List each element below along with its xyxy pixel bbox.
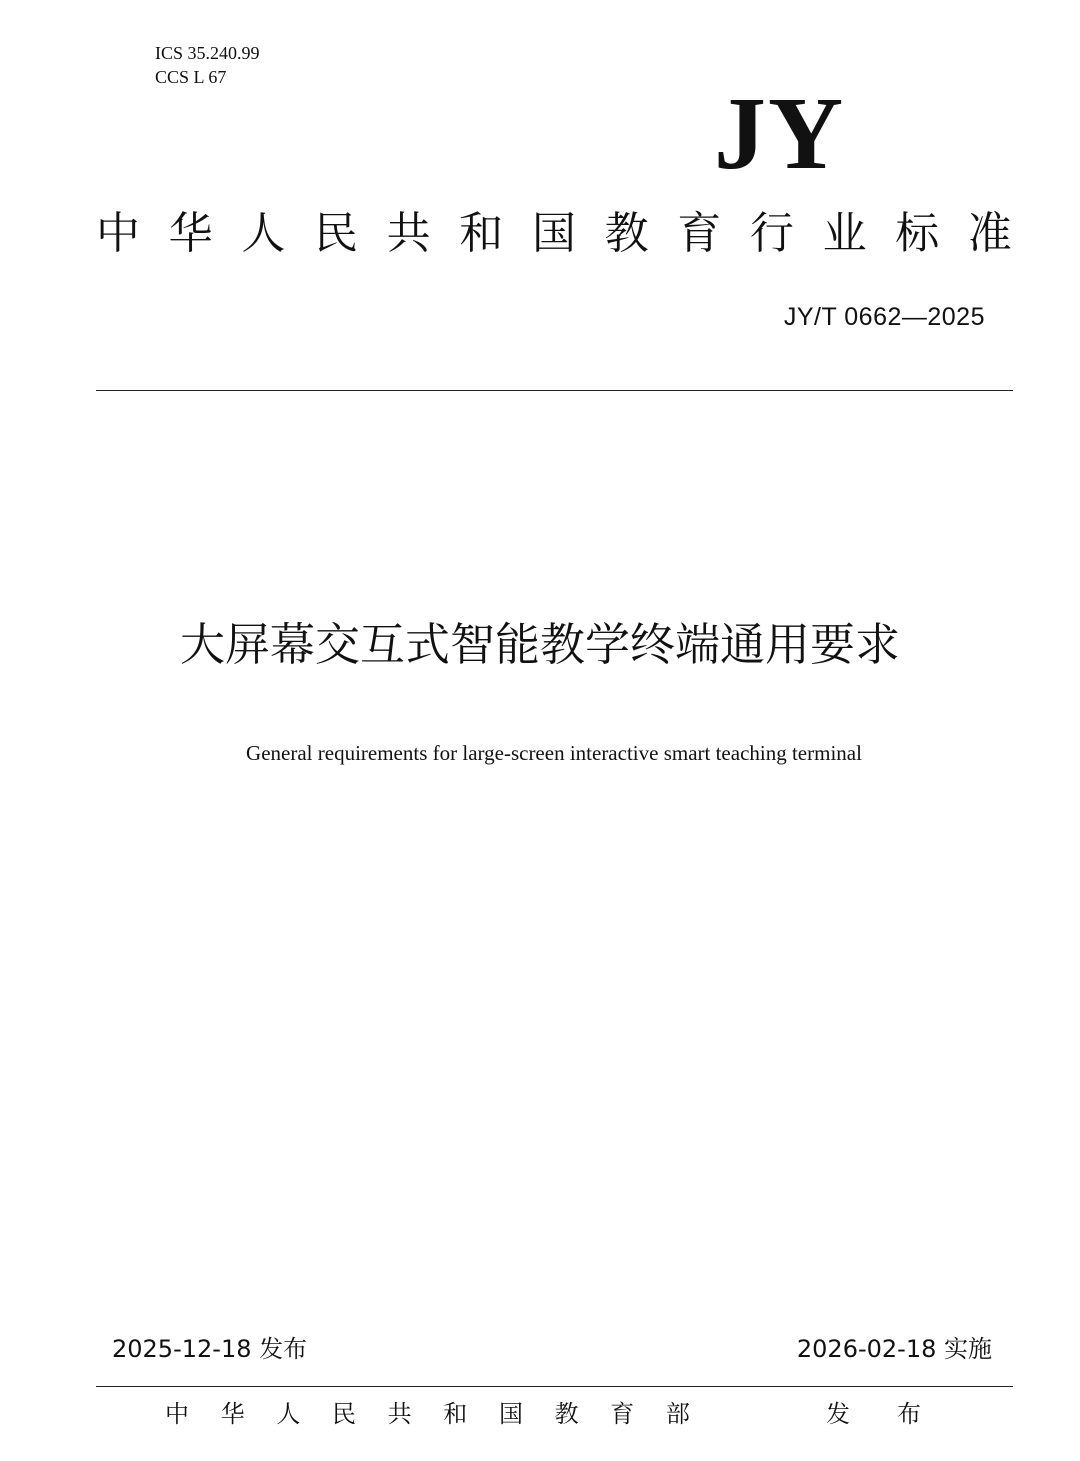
category-char: 育 (677, 208, 722, 259)
category-char: 人 (241, 208, 286, 259)
category-char: 准 (967, 208, 1012, 259)
issuer-char: 共 (387, 1400, 412, 1428)
issue-label-char: 发 (826, 1400, 850, 1428)
category-char: 共 (386, 208, 431, 259)
issuing-authority (165, 1394, 690, 1434)
ccs-code: CCS L 67 (155, 67, 227, 87)
category-char: 和 (459, 208, 504, 259)
issuer-char: 民 (331, 1400, 356, 1428)
issuer-char: 教 (554, 1400, 579, 1428)
standard-number: JY/T 0662—2025 (783, 303, 985, 331)
issue-label (826, 1394, 921, 1434)
issuer-char: 中 (165, 1400, 189, 1428)
category-char: 标 (895, 208, 940, 259)
issuer-char: 育 (610, 1400, 635, 1428)
category-char: 业 (822, 208, 867, 259)
jy-logo: JY (714, 76, 846, 191)
issue-date: 2025-12-18 发布 (112, 1335, 308, 1363)
category-char: 教 (604, 208, 649, 259)
issuer-char: 华 (220, 1400, 245, 1428)
category-char: 民 (313, 208, 358, 259)
issuer-char: 国 (498, 1400, 523, 1428)
bottom-divider (96, 1386, 1013, 1387)
category-char: 行 (749, 208, 794, 259)
issue-label-char: 布 (897, 1400, 921, 1428)
issuer-char: 部 (665, 1400, 690, 1428)
issuer-char: 和 (443, 1400, 468, 1428)
top-divider (96, 390, 1013, 391)
ics-code: ICS 35.240.99 (155, 43, 260, 63)
category-char: 国 (531, 208, 576, 259)
standard-category-title (96, 206, 1012, 262)
issuer-char: 人 (276, 1400, 301, 1428)
category-char: 中 (96, 208, 140, 259)
category-char: 华 (168, 208, 213, 259)
document-title-zh: 大屏幕交互式智能教学终端通用要求 (179, 618, 900, 671)
document-title-en: General requirements for large-screen interactive smart teaching terminal (246, 741, 862, 765)
implementation-date: 2026-02-18 实施 (796, 1335, 992, 1363)
